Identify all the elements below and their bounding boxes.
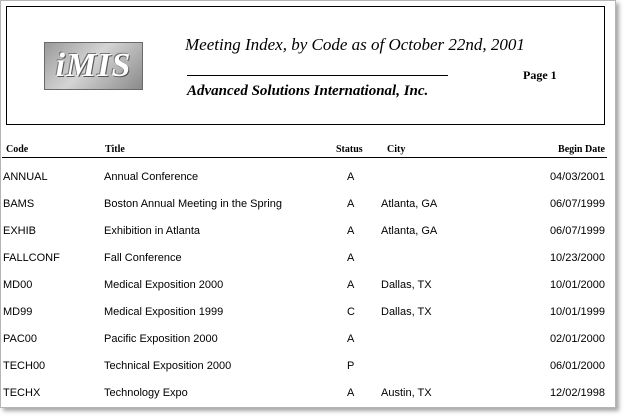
cell-code: TECH00 xyxy=(3,360,46,372)
title-divider xyxy=(187,75,448,76)
cell-title: Annual Conference xyxy=(104,171,199,183)
table-row xyxy=(1,360,611,387)
report-header xyxy=(6,6,605,125)
cell-begin-date: 10/01/2000 xyxy=(549,279,605,291)
cell-title: Medical Exposition 2000 xyxy=(104,279,224,291)
cell-begin-date: 10/01/1999 xyxy=(549,306,605,318)
cell-code: FALLCONF xyxy=(3,252,60,264)
cell-status: A xyxy=(347,252,355,264)
cell-title: Pacific Exposition 2000 xyxy=(104,333,218,345)
column-header-begin-date: Begin Date xyxy=(558,144,605,155)
cell-city: Austin, TX xyxy=(381,387,432,399)
column-header-code: Code xyxy=(6,144,29,155)
cell-begin-date: 06/07/1999 xyxy=(549,225,605,237)
cell-status: A xyxy=(347,279,355,291)
cell-begin-date: 06/01/2000 xyxy=(549,360,605,372)
cell-title: Technical Exposition 2000 xyxy=(104,360,232,372)
logo-text: iMIS xyxy=(55,47,132,84)
cell-city: Atlanta, GA xyxy=(381,198,438,210)
cell-status: A xyxy=(347,225,355,237)
cell-city: Atlanta, GA xyxy=(381,225,438,237)
page-number: Page 1 xyxy=(523,68,557,82)
table-row xyxy=(1,198,611,225)
table-row xyxy=(1,333,611,360)
imis-logo xyxy=(44,42,143,90)
table-row xyxy=(1,225,611,252)
header-divider xyxy=(2,157,607,158)
cell-begin-date: 04/03/2001 xyxy=(549,171,605,183)
cell-title: Technology Expo xyxy=(104,387,188,399)
company-name: Advanced Solutions International, Inc. xyxy=(187,83,429,99)
cell-code: BAMS xyxy=(3,198,35,210)
cell-code: PAC00 xyxy=(3,333,38,345)
cell-begin-date: 12/02/1998 xyxy=(549,387,605,399)
cell-status: C xyxy=(347,306,355,318)
cell-begin-date: 10/23/2000 xyxy=(549,252,605,264)
column-header-status: Status xyxy=(336,144,363,155)
cell-title: Medical Exposition 1999 xyxy=(104,306,224,318)
cell-status: A xyxy=(347,333,355,345)
cell-status: A xyxy=(347,171,355,183)
cell-title: Exhibition in Atlanta xyxy=(104,225,201,237)
column-header-title: Title xyxy=(105,144,125,155)
table-row xyxy=(1,306,611,333)
cell-city: Dallas, TX xyxy=(381,306,432,318)
table-row xyxy=(1,387,611,408)
cell-title: Boston Annual Meeting in the Spring xyxy=(104,198,282,210)
column-header-city: City xyxy=(387,144,406,155)
cell-status: A xyxy=(347,387,355,399)
cell-code: MD99 xyxy=(3,306,33,318)
cell-begin-date: 06/07/1999 xyxy=(549,198,605,210)
cell-city: Dallas, TX xyxy=(381,279,432,291)
table-row xyxy=(1,171,611,198)
cell-title: Fall Conference xyxy=(104,252,182,264)
table-row xyxy=(1,252,611,279)
cell-code: EXHIB xyxy=(3,225,37,237)
report-title: Meeting Index, by Code as of October 22nd, 2001 xyxy=(185,35,525,54)
cell-begin-date: 02/01/2000 xyxy=(549,333,605,345)
cell-status: P xyxy=(347,360,355,372)
cell-code: ANNUAL xyxy=(3,171,48,183)
cell-status: A xyxy=(347,198,355,210)
cell-code: TECHX xyxy=(3,387,41,399)
table-row xyxy=(1,279,611,306)
cell-code: MD00 xyxy=(3,279,33,291)
